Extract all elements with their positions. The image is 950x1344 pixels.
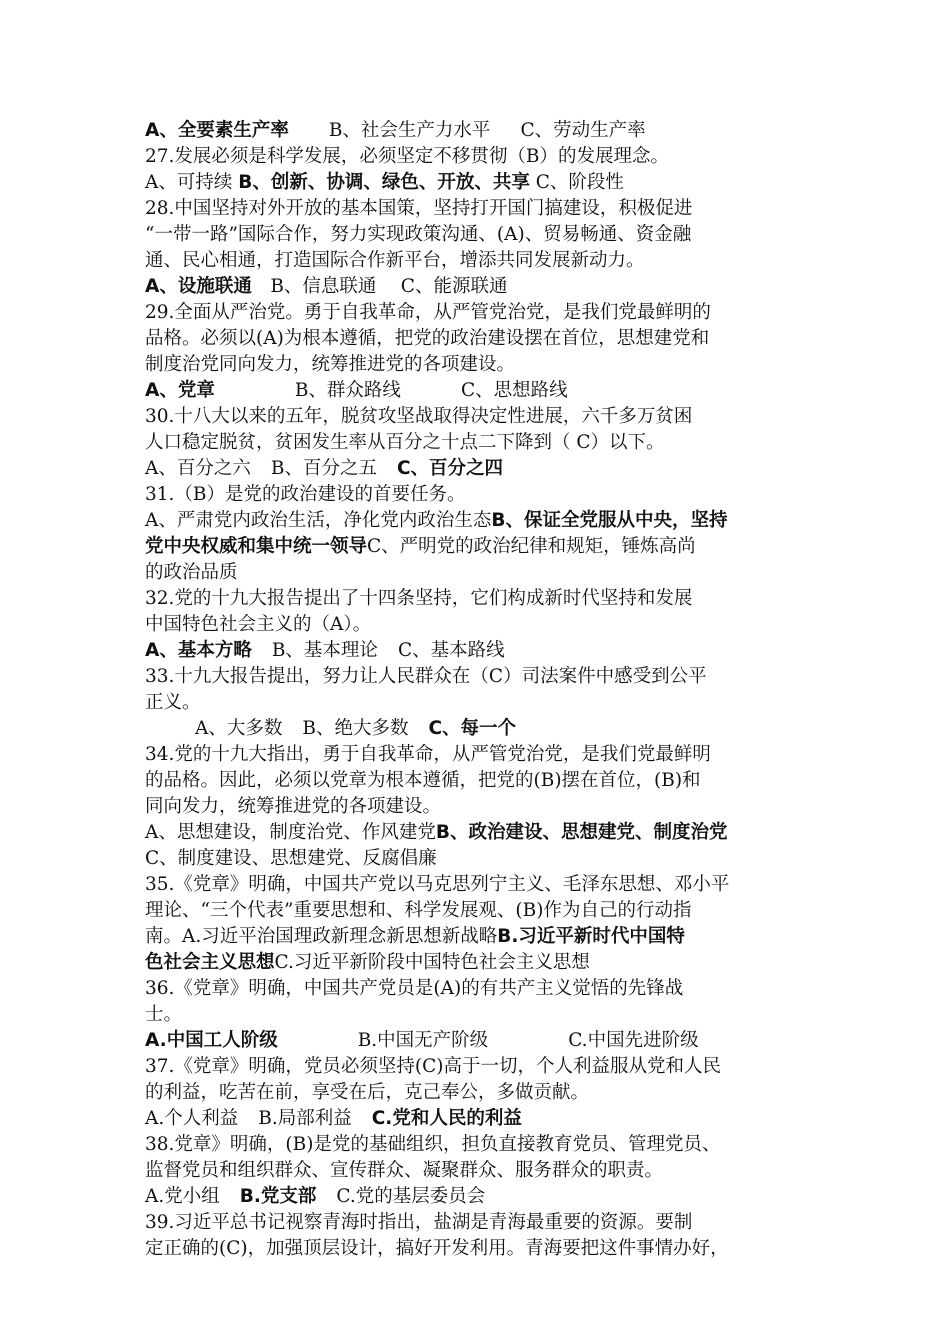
body-text: C.中国先进阶级 bbox=[568, 1030, 699, 1051]
text-line bbox=[145, 170, 815, 196]
answer-text: A、党章 bbox=[145, 380, 215, 401]
body-text: “一带一路”国际合作，努力实现政策沟通、(A)、贸易畅通、资金融 bbox=[145, 224, 692, 245]
text-line bbox=[145, 534, 815, 560]
answer-text: C、百分之四 bbox=[396, 458, 504, 479]
body-text: B、信息联通 C、能源联通 bbox=[251, 276, 508, 297]
text-line bbox=[145, 404, 815, 430]
text-line bbox=[145, 1080, 815, 1106]
answer-text: 色社会主义思想 bbox=[145, 952, 275, 973]
body-text: C、劳动生产率 bbox=[520, 120, 646, 141]
answer-text: B.习近平新时代中国特 bbox=[497, 926, 685, 947]
answer-text: A、基本方略 bbox=[145, 640, 252, 661]
body-text: 人口稳定脱贫，贫困发生率从百分之十点二下降到（ C）以下。 bbox=[145, 432, 665, 453]
text-line bbox=[145, 1210, 815, 1236]
text-line bbox=[145, 430, 815, 456]
text-line bbox=[145, 690, 815, 716]
text-line bbox=[145, 976, 815, 1002]
text-line bbox=[145, 1054, 815, 1080]
body-text: 制度治党同向发力，统筹推进党的各项建设。 bbox=[145, 354, 516, 375]
body-text: 理论、“三个代表”重要思想和、科学发展观、(B)作为自己的行动指 bbox=[145, 900, 692, 921]
body-text: B、绝大多数 bbox=[302, 718, 409, 739]
text-line bbox=[145, 144, 815, 170]
body-text: C.习近平新阶段中国特色社会主义思想 bbox=[274, 952, 590, 973]
text-line bbox=[145, 222, 815, 248]
text-line bbox=[145, 846, 815, 872]
text-line bbox=[145, 742, 815, 768]
text-line bbox=[145, 482, 815, 508]
answer-text: A、全要素生产率 bbox=[145, 120, 289, 141]
body-text: 32.党的十九大报告提出了十四条坚持，它们构成新时代坚持和发展 bbox=[145, 588, 693, 609]
answer-text: B、保证全党服从中央，坚持 bbox=[491, 510, 728, 531]
body-text: 34.党的十九大指出，勇于自我革命，从严管党治党，是我们党最鲜明 bbox=[145, 744, 711, 765]
body-text: A、可持续 bbox=[145, 172, 239, 193]
text-line bbox=[145, 1236, 815, 1262]
text-line bbox=[145, 768, 815, 794]
text-line bbox=[145, 1184, 815, 1210]
body-text: 南。A.习近平治国理政新理念新思想新战略 bbox=[145, 926, 498, 947]
body-text: A、大多数 bbox=[195, 718, 283, 739]
body-text: 品格。必须以(A)为根本遵循，把党的政治建设摆在首位，思想建党和 bbox=[145, 328, 710, 349]
body-text: 的政治品质 bbox=[145, 562, 238, 583]
answer-text: B、创新、协调、绿色、开放、共享 bbox=[238, 172, 530, 193]
text-line bbox=[145, 378, 815, 404]
text-line bbox=[145, 1002, 815, 1028]
text-line bbox=[145, 274, 815, 300]
answer-text: 党中央权威和集中统一领导 bbox=[145, 536, 368, 557]
body-text: C.党的基层委员会 bbox=[336, 1186, 486, 1207]
body-text: B.局部利益 bbox=[258, 1108, 352, 1129]
answer-text: B、政治建设、思想建党、制度治党 bbox=[435, 822, 728, 843]
body-text: 35.《党章》明确，中国共产党以马克思列宁主义、毛泽东思想、邓小平 bbox=[145, 874, 730, 895]
body-text: C、阶段性 bbox=[529, 172, 624, 193]
body-text: B、群众路线 bbox=[294, 380, 401, 401]
body-text: 39.习近平总书记视察青海时指出，盐湖是青海最重要的资源。要制 bbox=[145, 1212, 693, 1233]
text-line bbox=[145, 586, 815, 612]
body-text: 通、民心相通，打造国际合作新平台，增添共同发展新动力。 bbox=[145, 250, 645, 271]
body-text: A、思想建设，制度治党、作风建党 bbox=[145, 822, 436, 843]
text-line bbox=[145, 898, 815, 924]
body-text: 31.（B）是党的政治建设的首要任务。 bbox=[145, 484, 466, 505]
text-line bbox=[145, 612, 815, 638]
body-text: 同向发力，统筹推进党的各项建设。 bbox=[145, 796, 442, 817]
text-line bbox=[145, 638, 815, 664]
text-line bbox=[145, 716, 815, 742]
text-line bbox=[145, 352, 815, 378]
text-line bbox=[145, 820, 815, 846]
text-line bbox=[145, 560, 815, 586]
body-text: 士。 bbox=[145, 1004, 183, 1025]
body-text: 33.十九大报告提出，努力让人民群众在（C）司法案件中感受到公平 bbox=[145, 666, 707, 687]
body-text: A、严肃党内政治生活，净化党内政治生态 bbox=[145, 510, 492, 531]
body-text: 38.党章》明确，(B)是党的基础组织，担负直接教育党员、管理党员、 bbox=[145, 1134, 721, 1155]
body-text: 定正确的(C)，加强顶层设计，搞好开发利用。青海要把这件事情办好， bbox=[145, 1238, 729, 1259]
text-line bbox=[145, 1028, 815, 1054]
text-line bbox=[145, 1132, 815, 1158]
answer-text: A.中国工人阶级 bbox=[145, 1030, 278, 1051]
body-text: B、基本理论 bbox=[271, 640, 378, 661]
body-text: 29.全面从严治党。勇于自我革命，从严管党治党，是我们党最鲜明的 bbox=[145, 302, 711, 323]
text-line bbox=[145, 794, 815, 820]
body-text: A.党小组 bbox=[145, 1186, 220, 1207]
body-text: 36.《党章》明确，中国共产党员是(A)的有共产主义觉悟的先锋战 bbox=[145, 978, 684, 999]
body-text: 27.发展必须是科学发展，必须坚定不移贯彻（B）的发展理念。 bbox=[145, 146, 670, 167]
body-text: C、思想路线 bbox=[460, 380, 568, 401]
document-body bbox=[145, 118, 815, 1262]
answer-text: C、每一个 bbox=[428, 718, 517, 739]
body-text: 的品格。因此，必须以党章为根本遵循，把党的(B)摆在首位，(B)和 bbox=[145, 770, 701, 791]
text-line bbox=[145, 300, 815, 326]
body-text: A.个人利益 bbox=[145, 1108, 239, 1129]
body-text: 正义。 bbox=[145, 692, 201, 713]
body-text: 的利益，吃苦在前，享受在后，克己奉公，多做贡献。 bbox=[145, 1082, 590, 1103]
body-text: C、基本路线 bbox=[397, 640, 505, 661]
answer-text: A、设施联通 bbox=[145, 276, 252, 297]
body-text: B、社会生产力水平 bbox=[328, 120, 491, 141]
answer-text: C.党和人民的利益 bbox=[371, 1108, 522, 1129]
body-text: 中国特色社会主义的（A）。 bbox=[145, 614, 372, 635]
body-text: C、制度建设、思想建党、反腐倡廉 bbox=[145, 848, 437, 869]
text-line bbox=[145, 1106, 815, 1132]
body-text: 37.《党章》明确，党员必须坚持(C)高于一切，个人利益服从党和人民 bbox=[145, 1056, 722, 1077]
text-line bbox=[145, 664, 815, 690]
answer-text: B.党支部 bbox=[239, 1186, 317, 1207]
body-text: A、百分之六 bbox=[145, 458, 251, 479]
text-line bbox=[145, 456, 815, 482]
text-line bbox=[145, 248, 815, 274]
text-line bbox=[145, 196, 815, 222]
body-text: 28.中国坚持对外开放的基本国策，坚持打开国门搞建设，积极促进 bbox=[145, 198, 693, 219]
text-line bbox=[145, 872, 815, 898]
text-line bbox=[145, 924, 815, 950]
body-text: 30.十八大以来的五年，脱贫攻坚战取得决定性进展，六千多万贫困 bbox=[145, 406, 693, 427]
body-text: B.中国无产阶级 bbox=[357, 1030, 489, 1051]
text-line bbox=[145, 118, 815, 144]
body-text: B、百分之五 bbox=[270, 458, 377, 479]
body-text: 监督党员和组织群众、宣传群众、凝聚群众、服务群众的职责。 bbox=[145, 1160, 664, 1181]
text-line bbox=[145, 508, 815, 534]
body-text: C、严明党的政治纪律和规矩，锤炼高尚 bbox=[367, 536, 696, 557]
text-line bbox=[145, 950, 815, 976]
text-line bbox=[145, 1158, 815, 1184]
text-line bbox=[145, 326, 815, 352]
